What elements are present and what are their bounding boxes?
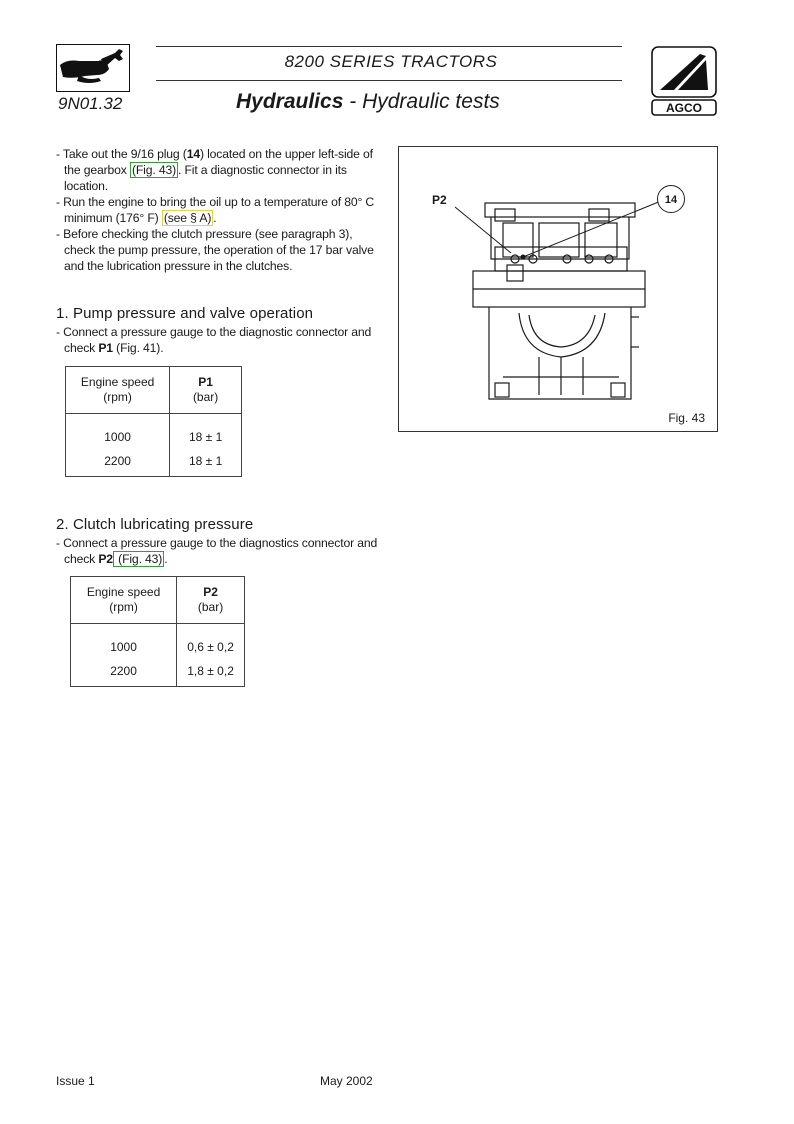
table-row: 1000 0,6 ± 0,2: [71, 624, 245, 657]
section-heading-clutch-lubrication: 2. Clutch lubricating pressure: [56, 516, 254, 533]
table-header-p2: P2 (bar): [177, 577, 245, 624]
figure-43: [398, 146, 718, 432]
figure-label-p2: P2: [432, 193, 447, 207]
p2-label: P2: [98, 552, 113, 566]
page-title-sub: Hydraulic tests: [362, 90, 500, 113]
section1-instruction: - Connect a pressure gauge to the diagnostic connector and check P1 (Fig. 41).: [56, 325, 372, 355]
table-header-speed: Engine speed (rpm): [66, 367, 170, 414]
table-header-speed: Engine speed (rpm): [71, 577, 177, 624]
plug-number: 14: [186, 147, 200, 161]
table-row: 2200 18 ± 1: [66, 446, 242, 477]
document-code: 9N01.32: [58, 94, 123, 113]
figure-reference-link[interactable]: (Fig. 43): [131, 163, 176, 177]
callout-plug-14: 14: [657, 185, 685, 213]
lubricating-pressure-table: [70, 576, 245, 687]
intro-bullet-temperature: - Run the engine to bring the oil up to a temperature of 80° C minimum (176° F) (see § A) .: [56, 195, 375, 225]
figure-caption: Fig. 43: [668, 411, 705, 425]
table-header-p1: P1 (bar): [170, 367, 242, 414]
section2-instruction: - Connect a pressure gauge to the diagnostics connector and check P2 (Fig. 43) .: [56, 536, 378, 566]
intro-bullet-plug: - Take out the 9/16 plug (14) located on the upper left-side of the gearbox (Fig. 43) . Fit a diagnostic connector in its location.: [56, 147, 373, 193]
hand-wrench-icon: [57, 45, 128, 90]
series-title: 8200 SERIES TRACTORS: [284, 52, 498, 71]
pump-pressure-table: [65, 366, 242, 477]
agco-logo: [650, 46, 718, 116]
page-title-main: Hydraulics: [236, 90, 344, 113]
service-hand-wrench-logo: [56, 44, 130, 92]
section-reference-link[interactable]: (see § A): [163, 211, 212, 225]
page-title-separator: -: [343, 90, 363, 113]
figure-reference-link[interactable]: (Fig. 43): [114, 552, 163, 566]
brand-wordmark: AGCO: [666, 101, 702, 115]
table-row: 1000 18 ± 1: [66, 414, 242, 447]
p1-label: P1: [98, 341, 113, 355]
page-title: [236, 90, 500, 114]
footer-date: May 2002: [320, 1074, 373, 1088]
footer-issue: Issue 1: [56, 1074, 95, 1088]
intro-bullet-clutch-check: - Before checking the clutch pressure (see paragraph 3), check the pump pressure, the operation of the 17 bar valve and the lubrication pressure in the clutches.: [56, 227, 374, 273]
section-heading-pump-pressure: 1. Pump pressure and valve operation: [56, 305, 314, 322]
table-row: 2200 1,8 ± 0,2: [71, 656, 245, 687]
